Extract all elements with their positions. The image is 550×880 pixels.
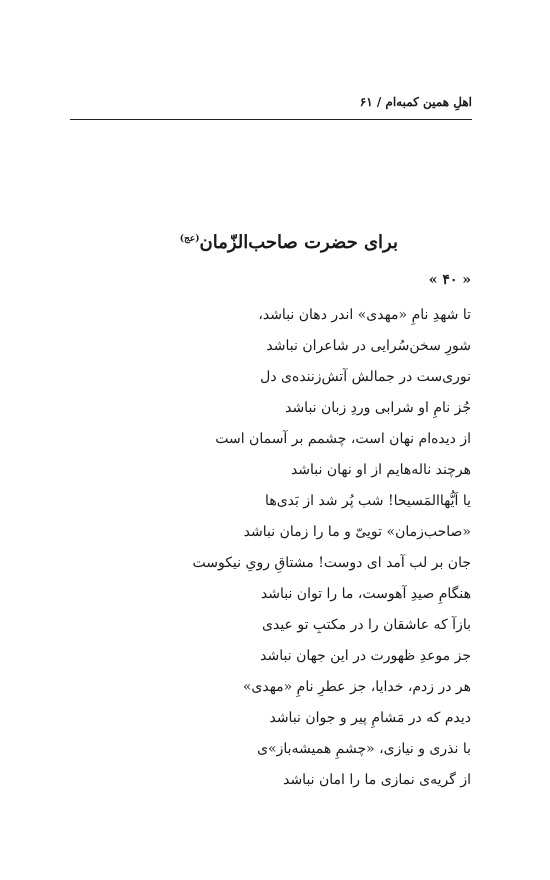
verse-line: هر در زدم، خدایا، جز عطرِ نامِ «مهدی» (242, 679, 471, 695)
verse-line: جُز نامِ او شرابی وردِ زبان نباشد (285, 400, 471, 416)
verse-line: هنگامِ صیدِ آهوست، ما را توان نباشد (260, 586, 471, 602)
verse-line: بازآ که عاشقان را در مکتبِ تو عیدی (262, 617, 471, 633)
verse-line: با نذری و نیازی، «چشمِ همیشه‌باز»ی (257, 741, 471, 757)
verse-line: «صاحب‌زمان» تویی‌ّ و ما را زمان نباشد (243, 524, 471, 540)
poem-title (180, 224, 398, 258)
verse-line: یا اَیُّهاالمَسیحا! شب پُر شد از بَدی‌ها (265, 493, 471, 509)
verse-line: از دیده‌ام نهان است، چشمم بر آسمان است (215, 431, 471, 447)
verse-line: دیدم که در مَشامِ پیر و جوان نباشد (269, 710, 471, 726)
verse-line: جان بر لب آمد ای دوست! مشتاقِ رویِ نیکوست (192, 555, 471, 571)
verse-line: از گریه‌ی نمازی ما را امان نباشد (283, 772, 471, 788)
poem-title-superscript: (عج) (179, 234, 200, 244)
poem-verses (51, 300, 471, 796)
verse-line: تا شهدِ نامِ «مهدی» اندر دهان نباشد، (258, 307, 471, 323)
verse-line: هرچند ناله‌هایم از او نهان نباشد (290, 462, 471, 478)
verse-line: شورِ سخن‌سُرایی در شاعران نباشد (266, 338, 471, 354)
poem-number: « ۴۰ » (428, 272, 471, 288)
verse-line: جز موعدِ ظهورت در این جهان نباشد (260, 648, 471, 664)
poem-title-text: برای حضرت صاحب‌الزّمان (199, 232, 398, 253)
verse-line: نوری‌ست در جمالش آتش‌زننده‌ی دل (260, 369, 471, 385)
running-head: اهلِ همین کمبه‌ام / ۶۱ (359, 95, 472, 109)
header-rule (70, 119, 472, 120)
